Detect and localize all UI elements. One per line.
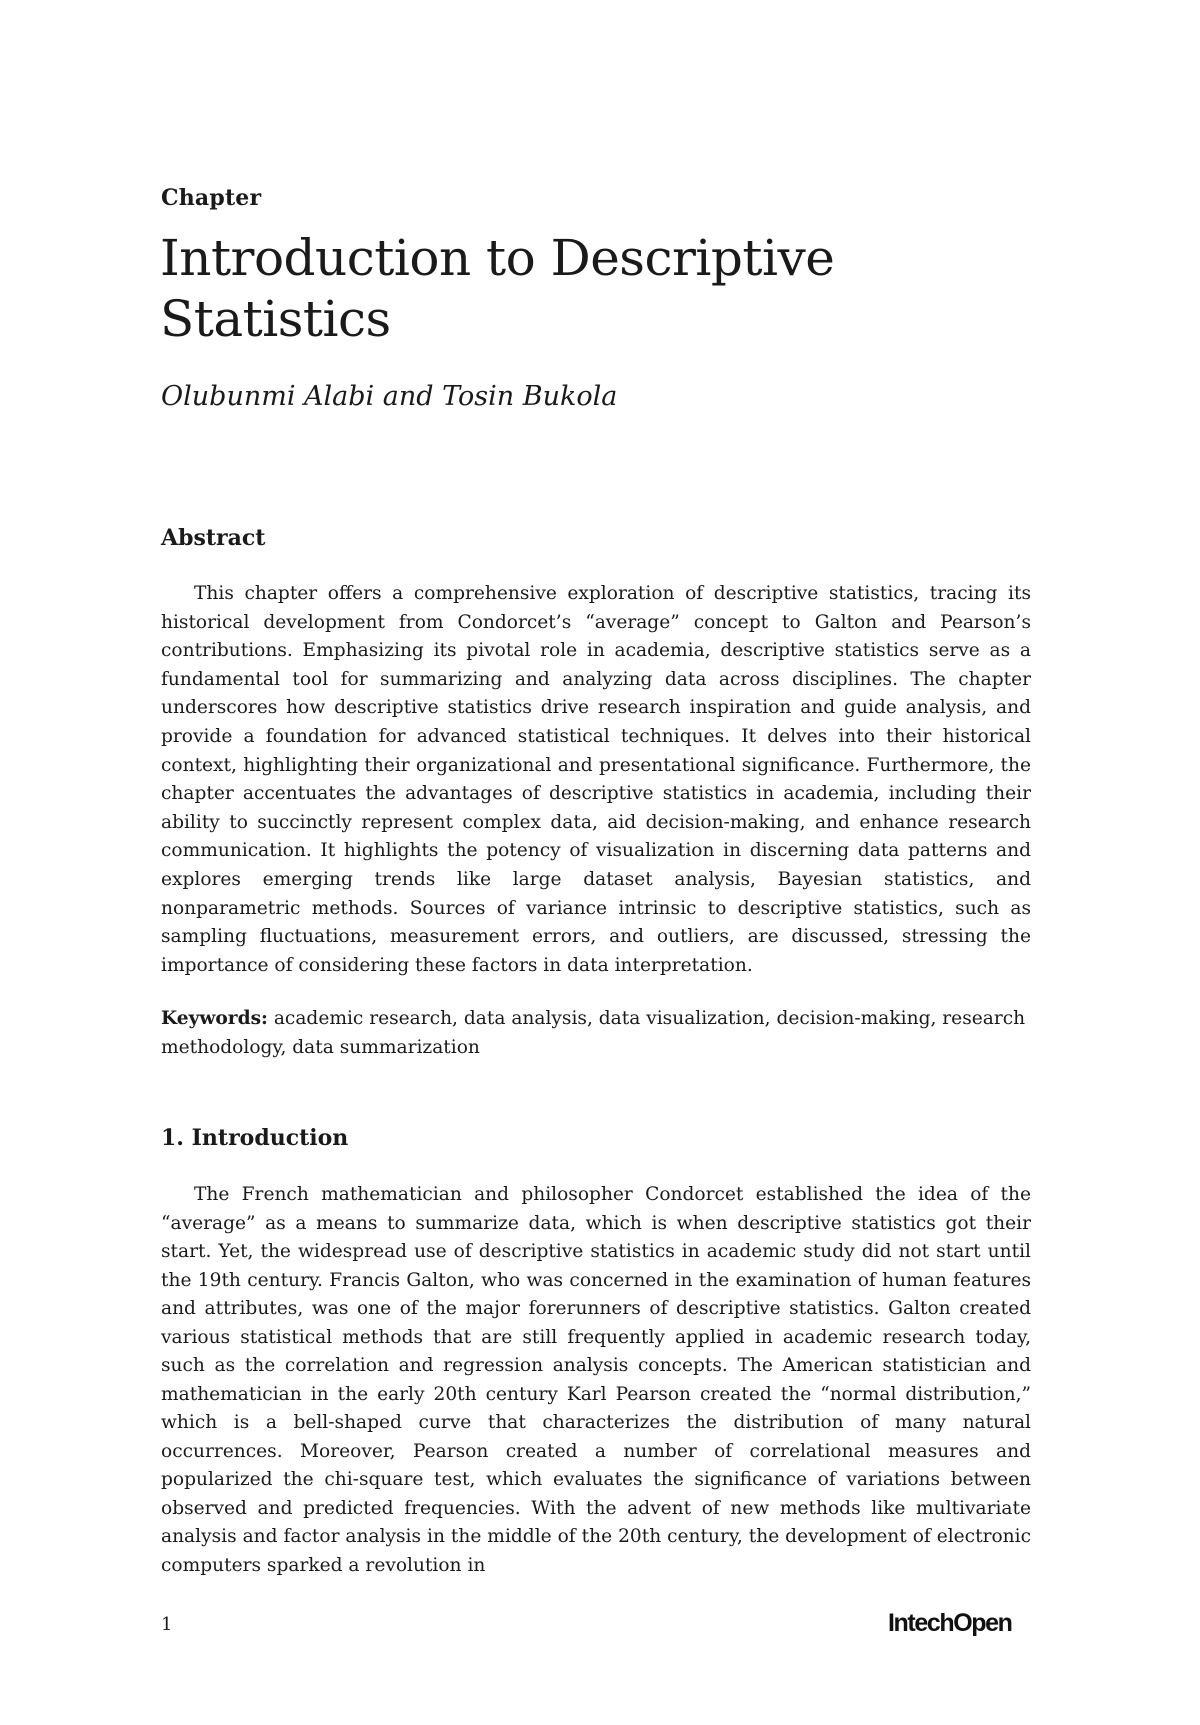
publisher-logo: IntechOpen	[888, 1609, 1012, 1637]
chapter-label: Chapter	[161, 185, 262, 211]
page-number: 1	[161, 1614, 173, 1635]
section-body-introduction: The French mathematician and philosopher Condorcet established the idea of the “average” as a means to summarize data, which is when descriptive statistics got their start. Yet, the widespread use of descriptive statistics in academic study did not start until the 19th century. Francis Galton, who was concerned in the examination of human features and attributes, was one of the major forerunners of descriptive statistics. Galton created various statistical methods that are still frequently applied in academic research today, such as the correlation and regression analysis concepts. The American statistician and mathematician in the early 20th century Karl Pearson created the “normal distribution,” which is a bell-shaped curve that characterizes the distribution of many natural occurrences. Moreover, Pearson created a number of correlational measures and popularized the chi-square test, which evaluates the significance of variations between observed and predicted frequencies. With the advent of new methods like multivariate analysis and factor analysis in the middle of the 20th century, the development of electronic computers sparked a revolution in	[161, 1184, 1031, 1576]
keywords-label: Keywords:	[161, 1008, 268, 1029]
abstract-heading: Abstract	[161, 525, 266, 551]
abstract-body: This chapter offers a comprehensive exploration of descriptive statistics, tracing its historical development from Condorcet’s “average” concept to Galton and Pearson’s contributions. Emphasizing its pivotal role in academia, descriptive statistics serve as a fundamental tool for summarizing and analyzing data across disciplines. The chapter underscores how descriptive statistics drive research inspiration and guide analysis, and provide a foundation for advanced statistical techniques. It delves into their historical context, highlighting their organizational and presentational significance. Furthermore, the chapter accentuates the advantages of descriptive statistics in academia, including their ability to succinctly represent complex data, aid decision-making, and enhance research communication. It highlights the potency of visualization in discerning data patterns and explores emerging trends like large dataset analysis, Bayesian statistics, and nonparametric methods. Sources of variance intrinsic to descriptive statistics, such as sampling fluctuations, measurement errors, and outliers, are discussed, stressing the importance of considering these factors in data interpretation.	[161, 583, 1031, 976]
keywords-text: academic research, data analysis, data visualization, decision-making, research methodology, data summarization	[161, 1008, 1026, 1058]
section-heading-introduction: 1. Introduction	[161, 1125, 349, 1151]
chapter-title	[160, 228, 1060, 350]
title-line-1: Introduction to Descriptive	[160, 229, 835, 287]
authors: Olubunmi Alabi and Tosin Bukola	[161, 381, 618, 412]
title-line-2: Statistics	[160, 290, 391, 348]
keywords	[161, 1005, 1031, 1062]
